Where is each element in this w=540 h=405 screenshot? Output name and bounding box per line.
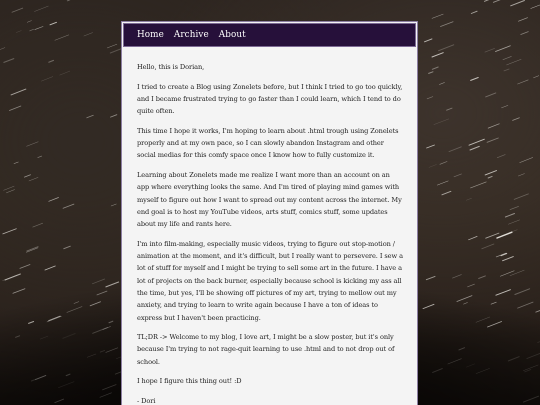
- post-greeting: Hello, this is Dorian,: [137, 63, 205, 71]
- top-navigation-bar: [123, 23, 416, 47]
- nav-link-home[interactable]: Home: [137, 30, 164, 40]
- blog-post-container: [121, 21, 418, 405]
- post-paragraph: I'm into film-making, especially music videos, trying to figure out stop-motion / animation at the moment, and it's difficult, but I really want to persevere. I sew a lot of stuff for myself and I might be trying to sell some art in the future. I have a lot of projects on the back burner, especially because school is kicking my ass all the time, but yes, I'll be showing off pictures of my art, trying to mellow out my anxiety, and trying to learn to write again because I have a ton of ideas to express but I haven't been practicing.: [137, 239, 403, 322]
- post-paragraph-closing: I hope I figure this thing out! :D: [137, 377, 242, 386]
- post-signoff: - Dori: [137, 396, 156, 405]
- post-paragraph: I tried to create a Blog using Zonelets before, but I think I tried to go too quickly, and I became frustrated trying to go faster than I could learn, which I tend to do quite often.: [137, 82, 403, 116]
- post-paragraph: This time I hope it works, I'm hoping to learn about .html trough using Zonelets properly and at my own pace, so I can slowly abandon Instagram and other social medias for this comfy space once I know how to fully customize it.: [137, 126, 399, 160]
- post-paragraph: Learning about Zonelets made me realize I want more than an account on an app where everything looks the same. And I'm tired of playing mind games with myself to figure out how I want to spread out my content across the internet. My end goal is to host my YouTube videos, arts stuff, comics stuff, some updates about my life and rants here.: [137, 170, 402, 229]
- nav-link-archive[interactable]: Archive: [173, 30, 209, 40]
- blog-post-body: [122, 48, 417, 405]
- post-paragraph-tldr: TL;DR -> Welcome to my blog, I love art, I might be a slow poster, but it's only because I'm trying to not rage-quit learning to use .html and to not drop out of school.: [137, 333, 395, 366]
- nav-link-about[interactable]: About: [218, 30, 246, 40]
